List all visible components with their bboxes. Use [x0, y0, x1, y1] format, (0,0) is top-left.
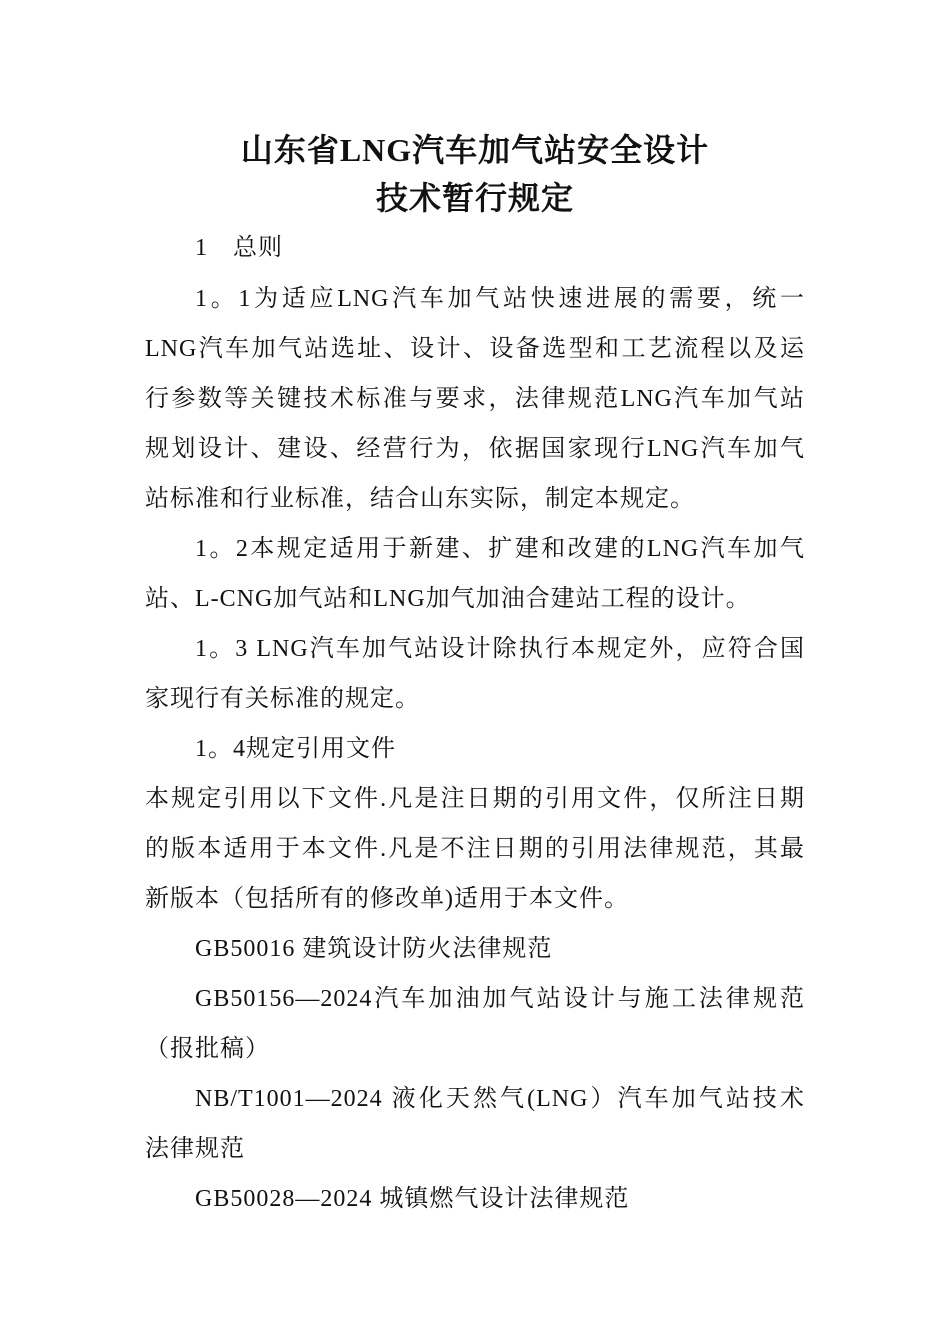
paragraph-line: 新版本（包括所有的修改单)适用于本文件。: [145, 886, 629, 912]
paragraph-line: 1。4规定引用文件: [195, 736, 396, 762]
paragraph-line: 1。2本规定适用于新建、扩建和改建的LNG汽车加气: [195, 536, 805, 562]
section-heading: 1 总则: [195, 235, 283, 261]
document-title-line-1: 山东省LNG汽车加气站安全设计: [240, 132, 710, 168]
reference-item: GB50016 建筑设计防火法律规范: [195, 936, 553, 962]
paragraph-line: 规划设计、建设、经营行为，依据国家现行LNG汽车加气: [145, 436, 805, 462]
reference-item: NB/T1001—2024 液化天然气(LNG）汽车加气站技术: [195, 1086, 805, 1112]
paragraph-line: 1。3 LNG汽车加气站设计除执行本规定外，应符合国: [195, 636, 805, 662]
reference-item: （报批稿）: [145, 1036, 270, 1062]
paragraph-line: 站、L-CNG加气站和LNG加气加油合建站工程的设计。: [145, 586, 751, 612]
paragraph-line: 行参数等关键技术标准与要求，法律规范LNG汽车加气站: [145, 386, 805, 412]
paragraph-line: 1。1为适应LNG汽车加气站快速进展的需要，统一: [195, 286, 805, 312]
reference-item: GB50156—2024汽车加油加气站设计与施工法律规范: [195, 986, 805, 1012]
paragraph-line: 站标准和行业标准，结合山东实际，制定本规定。: [145, 486, 695, 512]
paragraph-line: LNG汽车加气站选址、设计、设备选型和工艺流程以及运: [145, 336, 805, 362]
reference-item: GB50028—2024 城镇燃气设计法律规范: [195, 1186, 630, 1212]
paragraph-line: 本规定引用以下文件.凡是注日期的引用文件，仅所注日期: [145, 786, 805, 812]
paragraph-line: 家现行有关标准的规定。: [145, 686, 420, 712]
reference-item: 法律规范: [145, 1136, 245, 1162]
paragraph-line: 的版本适用于本文件.凡是不注日期的引用法律规范，其最: [145, 836, 805, 862]
document-title-line-2: 技术暂行规定: [375, 180, 574, 216]
